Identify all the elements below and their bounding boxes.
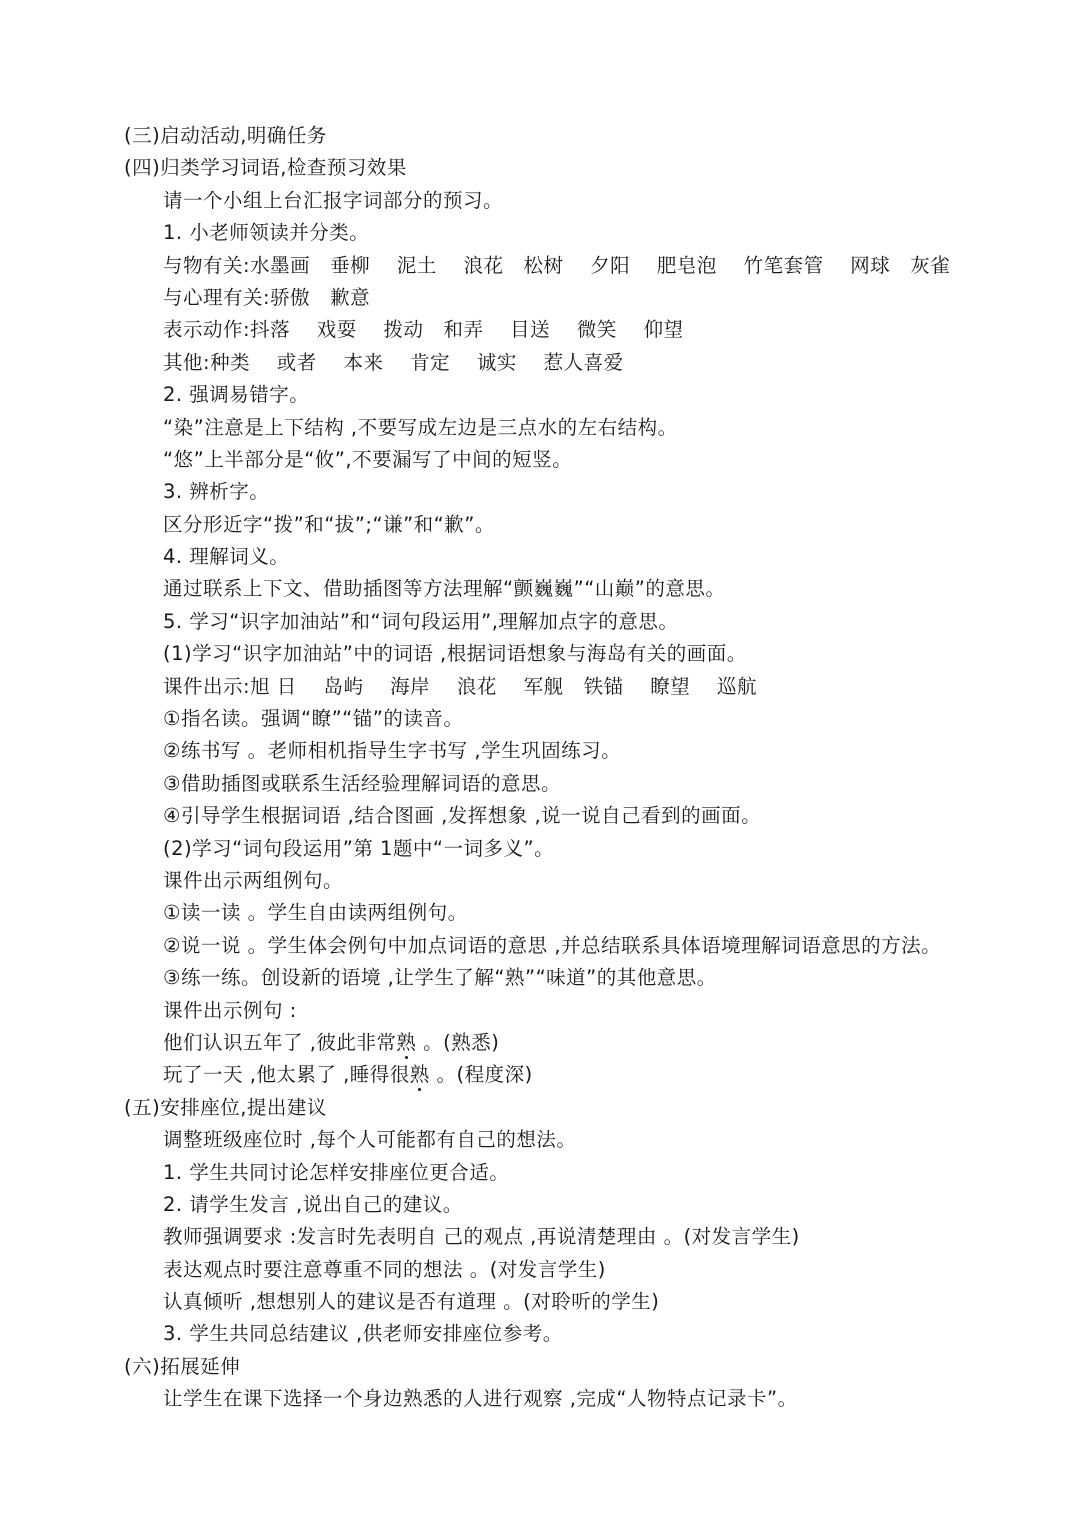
body-line: ②练书写 。老师相机指导生字书写 ,学生巩固练习。 [163, 739, 622, 763]
body-line: 2. 强调易错字。 [163, 383, 310, 407]
emphasis-dot-char: 熟 [409, 1063, 430, 1087]
body-line: “悠”上半部分是“攸”,不要漏写了中间的短竖。 [163, 447, 573, 471]
body-line: (2)学习“词句段运用”第 1题中“一词多义”。 [163, 836, 555, 860]
body-line: 区分形近字“拨”和“拔”;“谦”和“歉”。 [163, 512, 495, 536]
body-line: “染”注意是上下结构 ,不要写成左边是三点水的左右结构。 [163, 415, 678, 439]
body-line: 调整班级座位时 ,每个人可能都有自己的想法。 [163, 1128, 577, 1152]
body-line: 3. 辨析字。 [163, 480, 270, 504]
body-line: 表示动作:抖落 戏耍 拨动 和弄 目送 微笑 仰望 [163, 318, 684, 342]
body-line: 2. 请学生发言 ,说出自己的建议。 [163, 1192, 463, 1216]
emphasis-dot-char: 熟 [396, 1030, 417, 1054]
section-heading: (四)归类学习词语,检查预习效果 [124, 156, 407, 180]
body-line: ①指名读。强调“瞭”“锚”的读音。 [163, 707, 464, 731]
body-line: 通过联系上下文、借助插图等方法理解“颤巍巍”“山巅”的意思。 [163, 577, 726, 601]
body-line: 3. 学生共同总结建议 ,供老师安排座位参考。 [163, 1322, 563, 1346]
body-line: ②说一说 。学生体会例句中加点词语的意思 ,并总结联系具体语境理解词语意思的方法。 [163, 933, 942, 957]
body-line: 表达观点时要注意尊重不同的想法 。(对发言学生) [163, 1257, 606, 1281]
body-line: ③练一练。创设新的语境 ,让学生了解“熟”“味道”的其他意思。 [163, 966, 717, 990]
body-line: ①读一读 。学生自由读两组例句。 [163, 901, 468, 925]
body-line: 让学生在课下选择一个身边熟悉的人进行观察 ,完成“人物特点记录卡”。 [163, 1387, 798, 1411]
section-heading: (五)安排座位,提出建议 [124, 1095, 327, 1119]
body-line: 课件出示两组例句。 [163, 868, 344, 892]
body-line: 4. 理解词义。 [163, 545, 290, 569]
body-line: 与物有关:水墨画 垂柳 泥土 浪花 松树 夕阳 肥皂泡 竹笔套管 网球 灰雀 [163, 253, 951, 277]
body-line: 5. 学习“识字加油站”和“词句段运用”,理解加点字的意思。 [163, 609, 679, 633]
body-line: 认真倾听 ,想想别人的建议是否有道理 。(对聆听的学生) [163, 1290, 660, 1314]
body-line: 他们认识五年了 ,彼此非常熟 。(熟悉) [163, 1030, 500, 1054]
body-line: 请一个小组上台汇报字词部分的预习。 [163, 188, 504, 212]
body-line: 课件出示:旭 日 岛屿 海岸 浪花 军舰 铁锚 瞭望 巡航 [163, 674, 757, 698]
section-heading: (六)拓展延伸 [124, 1354, 241, 1378]
section-heading: (三)启动活动,明确任务 [124, 124, 327, 147]
document-page [0, 120, 1080, 1416]
body-line: 与心理有关:骄傲 歉意 [163, 285, 371, 309]
body-line: 1. 小老师领读并分类。 [163, 221, 370, 245]
body-line: 玩了一天 ,他太累了 ,睡得很熟 。(程度深) [163, 1063, 533, 1087]
body-line: 其他:种类 或者 本来 肯定 诚实 惹人喜爱 [163, 350, 624, 374]
body-line: 教师强调要求 :发言时先表明自 己的观点 ,再说清楚理由 。(对发言学生) [163, 1225, 800, 1249]
body-line: (1)学习“识字加油站”中的词语 ,根据词语想象与海岛有关的画面。 [163, 642, 747, 666]
body-line: 课件出示例句 : [163, 998, 297, 1022]
body-line: ③借助插图或联系生活经验理解词语的意思。 [163, 771, 561, 795]
body-line: ④引导学生根据词语 ,结合图画 ,发挥想象 ,说一说自己看到的画面。 [163, 804, 762, 828]
body-line: 1. 学生共同讨论怎样安排座位更合适。 [163, 1160, 510, 1184]
